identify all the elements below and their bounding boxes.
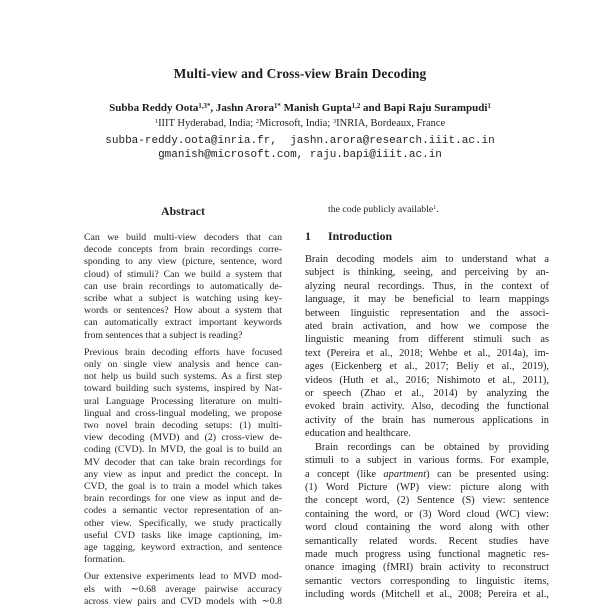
superscript: 2 xyxy=(255,118,260,126)
text-run: Microsoft, India; xyxy=(259,118,333,129)
text-line: education and healthcare. xyxy=(305,428,411,440)
left-column xyxy=(62,203,298,608)
paragraph xyxy=(84,232,282,342)
text-line: the concept word, (2) Sentence (S) view: sentence xyxy=(305,495,549,507)
text-line: view decoding (MVD) and (2) cross-view de- xyxy=(84,432,282,444)
authors-line xyxy=(0,102,600,114)
text-line: alyzing neural recordings. Thus, in the context of xyxy=(305,280,549,292)
superscript: 1* xyxy=(274,102,281,110)
text-run: , Jashn Arora xyxy=(210,102,275,114)
paragraph xyxy=(305,441,549,602)
text-line: ages (Eickenberg et al., 2017; Beliy et al., 2019), xyxy=(305,361,549,373)
text-line: text (Pereira et al., 2018; Wehbe et al., 2014a), im- xyxy=(305,347,549,359)
text-run: Manish Gupta xyxy=(280,102,352,114)
abstract-body xyxy=(84,232,282,608)
paragraph xyxy=(305,253,549,441)
text-line: Previous brain decoding efforts have focused xyxy=(84,346,282,358)
text-run: the code publicly available xyxy=(328,204,434,215)
text-line: CVD, the goal is to train a model which takes xyxy=(84,481,282,493)
text-line: not help us build such systems. As a first step xyxy=(84,371,282,383)
superscript: 1 xyxy=(487,102,491,110)
email-line-2: gmanish@microsoft.com, raju.bapi@iiit.ac.in xyxy=(158,149,442,161)
text-line: can automatically extract important keywords xyxy=(84,317,282,329)
text-line: other view. Specifically, we study practically xyxy=(84,517,282,529)
email-block xyxy=(0,134,600,162)
text-line: codes a semantic vector representation of an- xyxy=(84,505,282,517)
introduction-body xyxy=(305,253,549,602)
text-line: word cloud containing the word along with other xyxy=(305,522,549,534)
text-line: two novel brain decoding setups: (1) multi- xyxy=(84,420,282,432)
text-line: Brain recordings can be obtained by providing xyxy=(315,441,549,453)
text-line: including words (Mitchell et al., 2008; Pereira et al., xyxy=(305,589,549,601)
text-line: els with ∼0.68 average pairwise accuracy xyxy=(84,583,282,595)
text-line: cloud) of stimuli? Can we build a system that xyxy=(84,268,282,280)
text-line: onance imaging (fMRI) brain activity to reconstruct xyxy=(305,562,549,574)
text-line: useful CVD tasks like image captioning, im- xyxy=(84,529,282,541)
text-line: only on single view analysis and hence can- xyxy=(84,359,282,371)
text-run: . xyxy=(436,204,439,215)
text-run: INRIA, Bordeaux, France xyxy=(336,118,446,129)
abstract-section xyxy=(84,204,282,608)
text-line: Our extensive experiments lead to MVD mod- xyxy=(84,571,282,583)
text-line: made much progress using functional magnetic res- xyxy=(305,548,549,560)
superscript: 1 xyxy=(154,118,159,126)
text-line: scribe what a subject is watching using key- xyxy=(84,293,282,305)
abstract-continuation xyxy=(305,203,549,218)
text-line: evoked brain activity. Also, decoding the functional xyxy=(305,401,549,413)
paragraph xyxy=(84,347,282,567)
text-line xyxy=(305,468,549,481)
text-line: linguistic meaning from different stimuli such as xyxy=(305,334,549,346)
text-line: or speech (Zhao et al., 2014) by analyzing the xyxy=(305,388,549,400)
text-line: MV decoder that can take brain recordings for xyxy=(84,456,282,468)
superscript: 1,2 xyxy=(351,102,361,110)
text-run: and Bapi Raju Surampudi xyxy=(360,102,488,114)
superscript: 1 xyxy=(433,205,437,212)
text-line: activity of the brain has numerous applications in xyxy=(305,414,549,426)
text-line: Can we build multi-view decoders that can xyxy=(84,232,282,243)
text-line: language, it may be beneficial to learn mappings xyxy=(305,294,549,306)
text-line: ural Language Processing literature on multi- xyxy=(84,395,282,407)
text-line: decode concepts from brain recordings corre- xyxy=(84,244,282,256)
text-line: ated brain activation, and how we compose the xyxy=(305,321,549,333)
affiliations-line xyxy=(0,118,600,129)
section-1-heading xyxy=(305,229,549,244)
text-line: between linguistic representation and the associ- xyxy=(305,307,549,319)
text-run: Subba Reddy Oota xyxy=(109,102,199,114)
text-line: toward building such systems, inspired by Nat- xyxy=(84,383,282,395)
text-line: formation. xyxy=(84,554,126,566)
italic-text: apartment xyxy=(383,468,427,480)
text-line: (1) Word Picture (WP) view: picture along with xyxy=(305,481,549,493)
section-title: Introduction xyxy=(328,229,393,243)
email-line-1: subba-reddy.oota@inria.fr, jashn.arora@research.iiit.ac.in xyxy=(105,135,495,147)
text-line: age tagging, keyword extraction, and sentence xyxy=(84,542,282,554)
text-line: across view pairs and CVD models with ∼0.8 xyxy=(84,595,282,607)
text-line: semantic vectors corresponding to linguistic items, xyxy=(305,575,549,587)
text-line: lingual and cross-lingual modeling, we propose xyxy=(84,407,282,419)
right-column xyxy=(305,203,549,608)
text-line: coding (CVD). In MVD, the goal is to build an xyxy=(84,444,282,456)
text-line: stimuli to a subject in various forms. For example, xyxy=(305,455,549,467)
superscript: 1,3* xyxy=(198,102,211,110)
paragraph xyxy=(84,571,282,608)
text-line: can use brain recordings to automatically de- xyxy=(84,280,282,292)
text-line: words or sentences? How about a system that xyxy=(84,305,282,317)
text-line: semantically related words. Recent studies have xyxy=(305,535,549,547)
text-run: a concept (like xyxy=(305,468,384,480)
text-line: videos (Huth et al., 2016; Nishimoto et al., 2011), xyxy=(305,374,549,386)
text-line: any view as input and predict the concept. In xyxy=(84,468,282,480)
text-run: IIIT Hyderabad, India; xyxy=(158,118,256,129)
text-line: from sentences that a subject is reading? xyxy=(84,329,243,341)
text-run: ) can be presented using: xyxy=(426,468,549,480)
superscript: 3 xyxy=(332,118,337,126)
text-line: subject is thinking, seeing, and perceiving by an- xyxy=(305,267,549,279)
paper-header xyxy=(0,66,600,162)
text-line: sponding to any view (picture, sentence, word xyxy=(84,256,282,268)
section-number: 1 xyxy=(305,229,311,243)
two-column-body xyxy=(62,203,549,608)
abstract-heading: Abstract xyxy=(161,204,205,218)
text-line: containing the word, or (3) Word cloud (WC) view: xyxy=(305,508,549,520)
paper-title: Multi-view and Cross-view Brain Decoding xyxy=(173,66,427,81)
text-line: Brain decoding models aim to understand what a xyxy=(305,254,549,265)
text-line: brain recordings for one view as input and de- xyxy=(84,493,282,505)
